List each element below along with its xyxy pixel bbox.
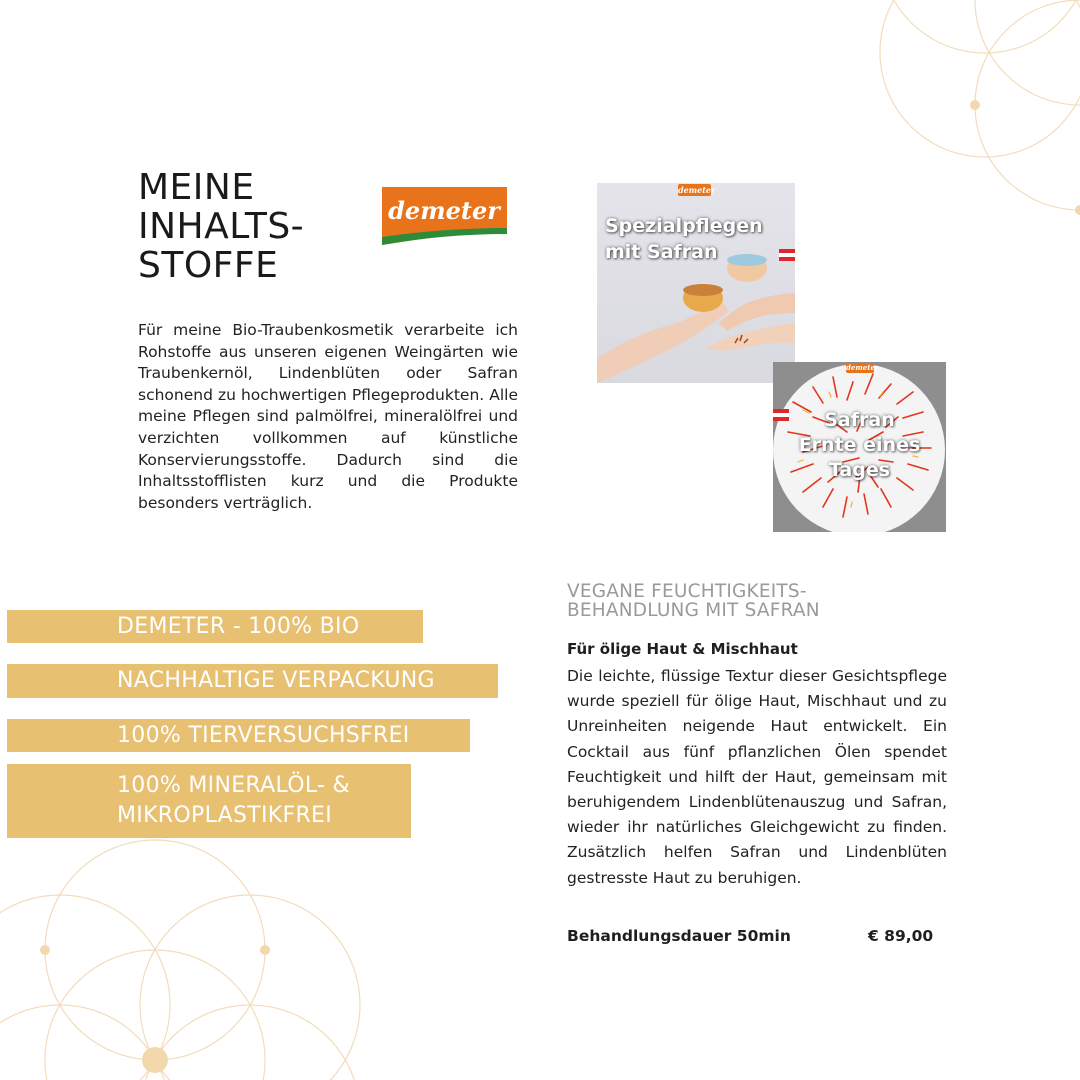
treatment-price: € 89,00 xyxy=(868,927,934,945)
feature-banner-cruelty-free xyxy=(7,719,470,752)
treatment-title-line: BEHANDLUNG MIT SAFRAN xyxy=(567,600,820,621)
photo-title xyxy=(605,213,763,265)
feature-banner-demeter xyxy=(7,610,423,643)
photo-title-line: mit Safran xyxy=(605,241,718,263)
photo-title-line: Spezialpflegen xyxy=(605,215,763,237)
feature-label: DEMETER - 100% BIO xyxy=(117,614,360,639)
photo-title-line: Ernte eines xyxy=(798,434,921,456)
feature-banner-mineral-oil-free xyxy=(7,764,411,838)
photo-title-line: Safran xyxy=(824,409,895,431)
feature-banner-packaging xyxy=(7,664,498,698)
treatment-duration: Behandlungsdauer 50min xyxy=(567,927,791,945)
heading-line: STOFFE xyxy=(138,245,279,286)
treatment-title-line: VEGANE FEUCHTIGKEITS- xyxy=(567,581,807,602)
treatment-description: Die leichte, flüssige Textur dieser Gesichtspflege wurde speziell für ölige Haut, Mischhaut und zu Unreinheiten neigende Haut entwickelt. Ein Cocktail aus fünf pflanzlichen Ölen spendet Feuchtigkeit und hilft der Haut, gemeinsam mit beruhigendem Lindenblütenauszug und Safran, wieder ihr natürliches Gleichgewicht zu finden. Zusätzlich helfen Safran und Lindenblüten gestresste Haut zu beruhigen. xyxy=(567,667,947,887)
photo-title-line: Tages xyxy=(828,459,891,481)
feature-label: NACHHALTIGE VERPACKUNG xyxy=(117,668,435,693)
treatment-subtitle: Für ölige Haut & Mischhaut xyxy=(567,640,798,658)
feature-label: 100% MINERALÖL- & xyxy=(117,773,351,798)
photo-demeter-logo: demeter xyxy=(846,363,879,372)
product-photo-saffron-harvest xyxy=(773,362,946,532)
photo-title xyxy=(773,408,946,483)
demeter-logo-text: demeter xyxy=(388,196,500,225)
feature-label: 100% TIERVERSUCHSFREI xyxy=(117,723,410,748)
page-heading xyxy=(138,168,304,285)
heading-line: MEINE xyxy=(138,167,255,208)
treatment-title xyxy=(567,582,820,620)
austria-flag-icon xyxy=(773,409,789,421)
intro-text: Für meine Bio-Traubenkosmetik verarbeite ich Rohstoffe aus unseren eigenen Weingärten wie Traubenkernöl, Lindenblüten oder Safran schonend zu hochwertigen Pflegeprodukten. Alle meine Pflegen sind palmölfrei, mineralölfrei und verzichten vollkommen auf künstliche Konservierungsstoffe. Dadurch sind die Inhaltsstofflisten kurz und die Produkte besonders verträglich. xyxy=(138,321,518,512)
heading-line: INHALTS- xyxy=(138,206,305,247)
demeter-logo xyxy=(382,187,507,245)
feature-label: MIKROPLASTIKFREI xyxy=(117,803,333,828)
product-photo-saffron-care xyxy=(597,183,795,383)
photo-demeter-logo: demeter xyxy=(678,185,716,195)
austria-flag-icon xyxy=(779,249,795,261)
